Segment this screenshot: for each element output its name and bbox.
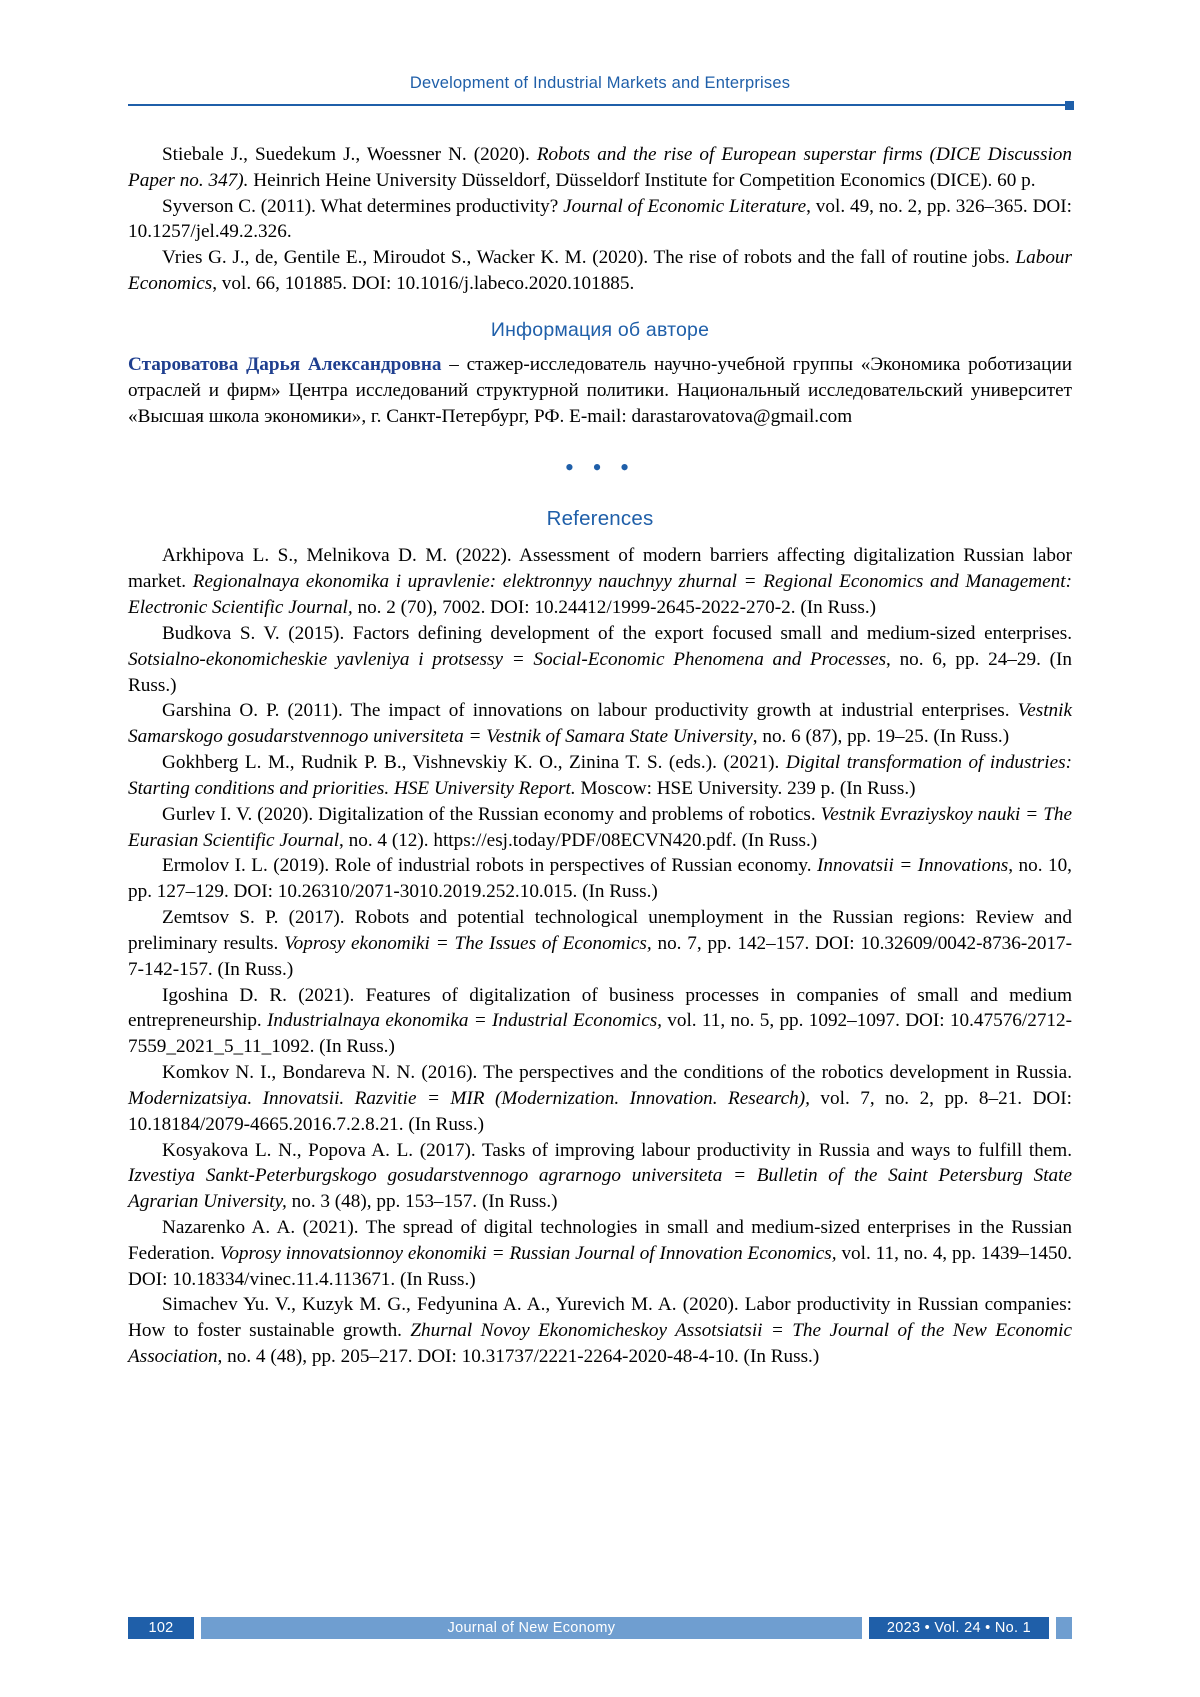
footer-journal-name: Journal of New Economy <box>201 1617 862 1639</box>
author-info-heading: Информация об авторе <box>490 318 710 341</box>
reference-entry: Gurlev I. V. (2020). Digitalization of the Russian economy and problems of robotics. Vestnik Evraziyskoy nauki = The Eurasian Scientific Journal, no. 4 (12). https://esj.today/PDF/08ECVN420.pdf. (In Russ.) <box>128 803 1072 851</box>
references-heading: References <box>546 507 654 531</box>
top-references-block <box>128 142 1072 297</box>
references-list <box>128 543 1072 1370</box>
footer-bar <box>128 1617 1072 1639</box>
article-content <box>128 142 1072 1370</box>
author-info-paragraph <box>128 352 1072 429</box>
reference-entry: Igoshina D. R. (2021). Features of digitalization of business processes in companies of small and medium entrepreneurship. Industrialnaya ekonomika = Industrial Economics, vol. 11, no. 5, pp. 1092–1097. DOI: 10.47576/2712-7559_2021_5_11_1092. (In Russ.) <box>128 984 1072 1058</box>
page-footer <box>128 1617 1072 1639</box>
footer-separator <box>194 1617 201 1639</box>
reference-entry: Budkova S. V. (2015). Factors defining development of the export focused small and medium-sized enterprises. Sotsialno-ekonomicheskie yavleniya i protsessy = Social-Economic Phenomena and Processes, no. 6, pp. 24–29. (In Russ.) <box>128 622 1072 696</box>
footer-issue-info: 2023 • Vol. 24 • No. 1 <box>869 1617 1049 1639</box>
reference-entry: Komkov N. I., Bondareva N. N. (2016). The perspectives and the conditions of the robotics development in Russia. Modernizatsiya. Innovatsii. Razvitie = MIR (Modernization. Innovation. Research), vol. 7, no. 2, pp. 8–21. DOI: 10.18184/2079-4665.2016.7.2.8.21. (In Russ.) <box>128 1062 1073 1135</box>
header-rule-end-marker <box>1065 101 1074 110</box>
author-name: Староватова Дарья Александровна <box>128 353 442 375</box>
footer-page-number: 102 <box>128 1617 194 1639</box>
reference-entry: Zemtsov S. P. (2017). Robots and potential technological unemployment in the Russian regions: Review and preliminary results. Voprosy ekonomiki = The Issues of Economics, no. 7, pp. 142–157. DOI: 10.32609/0042-8736-2017-7-142-157. (In Russ.) <box>128 907 1073 980</box>
header-rule <box>128 104 1072 106</box>
footer-end-marker <box>1056 1617 1072 1639</box>
author-affiliation: – стажер-исследователь научно-учебной группы «Экономика роботизации отраслей и фирм» Центра исследований структурной политики. Национальный исследовательский университет «Высшая школа экономики», г. Санкт-Петербург, РФ. E-mail: darastarovatova@gmail.com <box>128 353 1072 427</box>
reference-entry: Arkhipova L. S., Melnikova D. M. (2022). Assessment of modern barriers affecting digitalization Russian labor market. Regionalnaya ekonomika i upravlenie: elektronnyy nauchnyy zhurnal = Regional Economics and Management: Electronic Scientific Journal, no. 2 (70), 7002. DOI: 10.24412/1999-2645-2022-270-2. (In Russ.) <box>128 545 1072 619</box>
reference-entry: Stiebale J., Suedekum J., Woessner N. (2020). Robots and the rise of European superstar firms (DICE Discussion Paper no. 347). Heinrich Heine University Düsseldorf, Düsseldorf Institute for Competition Economics (DICE). 60 p. <box>128 144 1072 191</box>
reference-entry: Gokhberg L. M., Rudnik P. B., Vishnevskiy K. O., Zinina T. S. (eds.). (2021). Digital transformation of industries: Starting conditions and priorities. HSE University Report. Moscow: HSE University. 239 p. (In Russ.) <box>128 752 1072 799</box>
reference-entry: Nazarenko A. A. (2021). The spread of digital technologies in small and medium-sized enterprises in the Russian Federation. Voprosy innovatsionnoy ekonomiki = Russian Journal of Innovation Economics, vol. 11, no. 4, pp. 1439–1450. DOI: 10.18334/vinec.11.4.113671. (In Russ.) <box>128 1216 1072 1290</box>
reference-entry: Garshina O. P. (2011). The impact of innovations on labour productivity growth at industrial enterprises. Vestnik Samarskogo gosudarstvennogo universiteta = Vestnik of Samara State University, no. 6 (87), pp. 19–25. (In Russ.) <box>128 700 1072 748</box>
footer-separator <box>862 1617 869 1639</box>
running-head: Development of Industrial Markets and Enterprises <box>409 74 791 92</box>
reference-entry: Kosyakova L. N., Popova A. L. (2017). Tasks of improving labour productivity in Russia and ways to fulfill them. Izvestiya Sankt-Peterburgskogo gosudarstvennogo agrarnogo universiteta = Bulletin of the Saint Petersburg State Agrarian University, no. 3 (48), pp. 153–157. (In Russ.) <box>128 1139 1072 1213</box>
reference-entry: Ermolov I. L. (2019). Role of industrial robots in perspectives of Russian economy. Innovatsii = Innovations, no. 10, pp. 127–129. DOI: 10.26310/2071-3010.2019.252.10.015. (In Russ.) <box>128 855 1072 903</box>
reference-entry: Syverson C. (2011). What determines productivity? Journal of Economic Literature, vol. 49, no. 2, pp. 326–365. DOI: 10.1257/jel.49.2.326. <box>128 195 1072 243</box>
reference-entry: Simachev Yu. V., Kuzyk M. G., Fedyunina A. A., Yurevich M. A. (2020). Labor productivity in Russian companies: How to foster sustainable growth. Zhurnal Novoy Ekonomicheskoy Assotsiatsii = The Journal of the New Economic Association, no. 4 (48), pp. 205–217. DOI: 10.31737/2221-2264-2020-48-4-10. (In Russ.) <box>128 1294 1072 1368</box>
section-divider-dots: • • • <box>564 453 636 483</box>
reference-entry: Vries G. J., de, Gentile E., Miroudot S., Wacker K. M. (2020). The rise of robots and the fall of routine jobs. Labour Economics, vol. 66, 101885. DOI: 10.1016/j.labeco.2020.101885. <box>128 247 1072 295</box>
